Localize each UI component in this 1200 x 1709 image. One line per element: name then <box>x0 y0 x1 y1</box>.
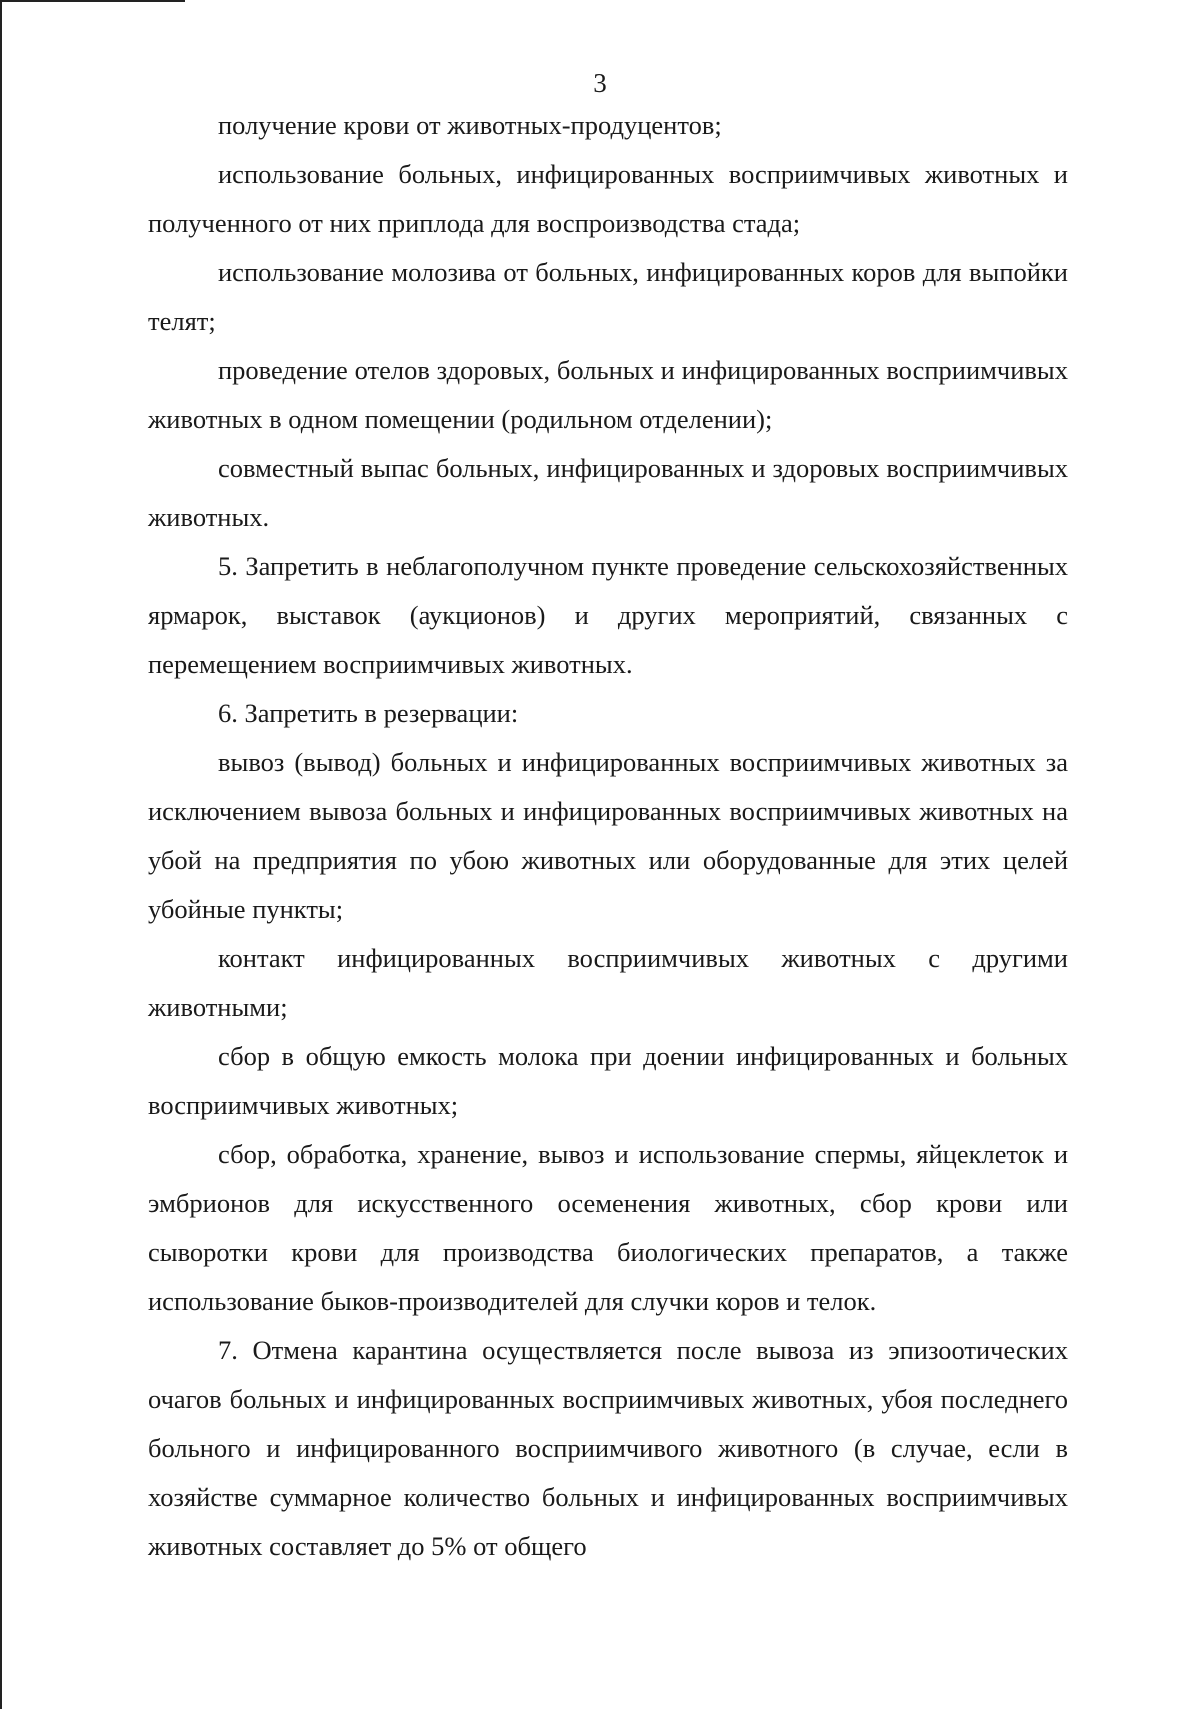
paragraph-contact: контакт инфицированных восприимчивых животных с другими животными; <box>148 943 1068 1022</box>
paragraph-colostrum-use: использование молозива от больных, инфицированных коров для выпойки телят; <box>148 257 1068 336</box>
paragraph-item-6-heading: 6. Запретить в резервации: <box>218 698 519 728</box>
page-number: 3 <box>593 68 607 98</box>
paragraph-removal: вывоз (вывод) больных и инфицированных восприимчивых животных за исключением вывоза больных и инфицированных восприимчивых животных на убой на предприятия по убою животных или оборудованные для этих целей убойные пункты; <box>148 747 1068 924</box>
paragraph-grazing: совместный выпас больных, инфицированных и здоровых восприимчивых животных. <box>148 453 1068 532</box>
paragraph-breeding-use: использование больных, инфицированных восприимчивых животных и полученного от них приплода для воспроизводства стада; <box>148 159 1068 238</box>
document-body <box>148 101 1068 1571</box>
paragraph-calving: проведение отелов здоровых, больных и инфицированных восприимчивых животных в одном помещении (родильном отделении); <box>148 355 1068 434</box>
scan-border-top <box>0 0 185 2</box>
paragraph-item-7-quarantine: 7. Отмена карантина осуществляется после вывоза из эпизоотических очагов больных и инфицированных восприимчивых животных, убоя последнего больного и инфицированного восприимчивого животного (в случае, если в хозяйстве суммарное количество больных и инфицированных восприимчивых животных составляет до 5% от общего <box>148 1335 1068 1561</box>
paragraph-sperm-collection: сбор, обработка, хранение, вывоз и использование спермы, яйцеклеток и эмбрионов для искусственного осеменения животных, сбор крови или сыворотки крови для производства биологических препаратов, а также использование быков-производителей для случки коров и телок. <box>148 1139 1068 1316</box>
scan-border-left <box>0 0 2 1709</box>
paragraph-blood-collection: получение крови от животных-продуцентов; <box>218 110 722 140</box>
paragraph-milk-collection: сбор в общую емкость молока при доении инфицированных и больных восприимчивых животных; <box>148 1041 1068 1120</box>
paragraph-item-5-fairs: 5. Запретить в неблагополучном пункте проведение сельскохозяйственных ярмарок, выставок (аукционов) и других мероприятий, связанных с перемещением восприимчивых животных. <box>148 551 1068 679</box>
